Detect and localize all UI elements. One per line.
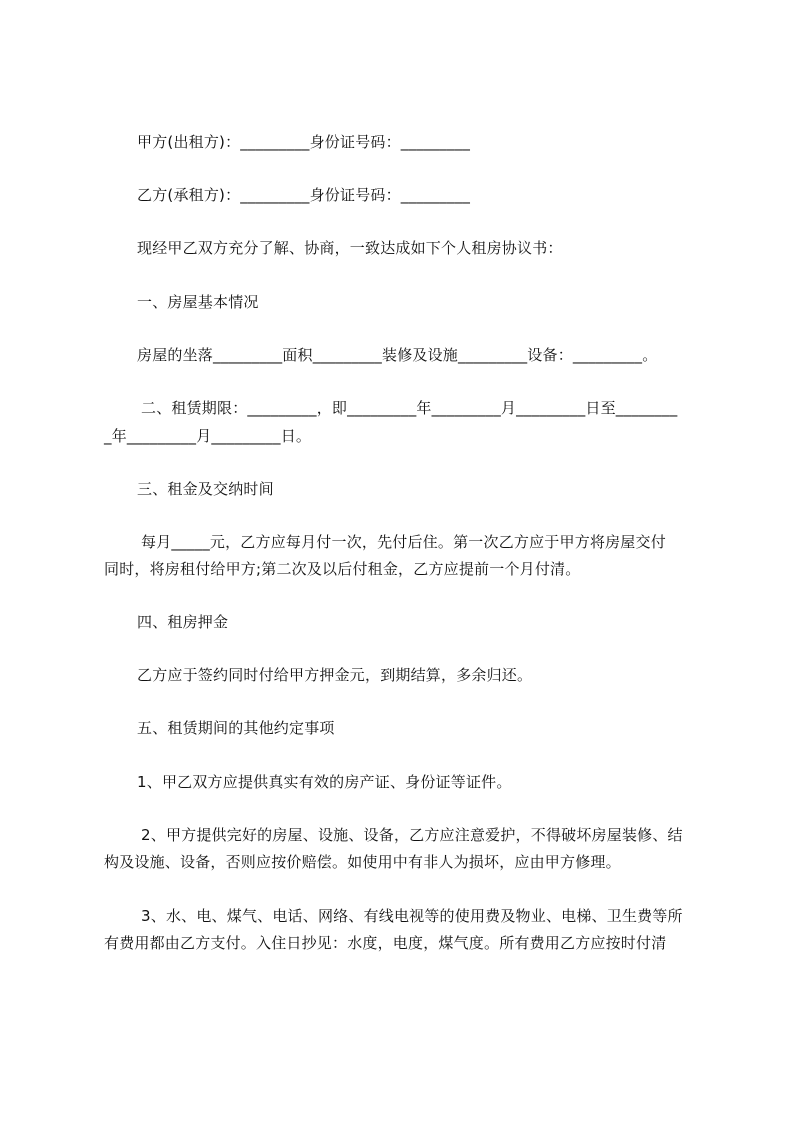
term-3-line-2: 有费用都由乙方支付。入住日抄见：水度，电度，煤气度。所有费用乙方应按时付清 xyxy=(104,934,667,952)
rent-payment-line-2: 同时，将房租付给甲方;第二次及以后付租金，乙方应提前一个月付清。 xyxy=(104,560,581,578)
term-2-line-2: 构及设施、设备，否则应按价赔偿。如使用中有非人为损坏，应由甲方修理。 xyxy=(104,853,621,871)
section-2-line: 二、租赁期限：_________，即_________年_________月_________日至________ xyxy=(141,399,678,417)
party-a-line: 甲方(出租方)：_________身份证号码：_________ xyxy=(137,133,471,151)
house-details-line: 房屋的坐落_________面积_________装修及设施_________设备：_________。 xyxy=(137,346,658,364)
term-1-line: 1、甲乙双方应提供真实有效的房产证、身份证等证件。 xyxy=(137,773,512,791)
party-b-line: 乙方(承租方)：_________身份证号码：_________ xyxy=(137,186,471,204)
term-2-line-1: 2、甲方提供完好的房屋、设施、设备，乙方应注意爱护，不得破坏房屋装修、结 xyxy=(141,826,683,844)
section-3-heading: 三、租金及交纳时间 xyxy=(137,480,274,498)
term-3-line-1: 3、水、电、煤气、电话、网络、有线电视等的使用费及物业、电梯、卫生费等所 xyxy=(141,907,683,925)
section-1-heading: 一、房屋基本情况 xyxy=(137,293,259,311)
deposit-line: 乙方应于签约同时付给甲方押金元，到期结算，多余归还。 xyxy=(137,666,533,684)
section-4-heading: 四、租房押金 xyxy=(137,613,229,631)
rent-payment-line-1: 每月_____元，乙方应每月付一次，先付后住。第一次乙方应于甲方将房屋交付 xyxy=(141,533,666,551)
section-2-continuation: _年_________月_________日。 xyxy=(104,427,312,445)
section-5-heading: 五、租赁期间的其他约定事项 xyxy=(137,719,335,737)
preamble-line: 现经甲乙双方充分了解、协商，一致达成如下个人租房协议书： xyxy=(137,239,563,257)
